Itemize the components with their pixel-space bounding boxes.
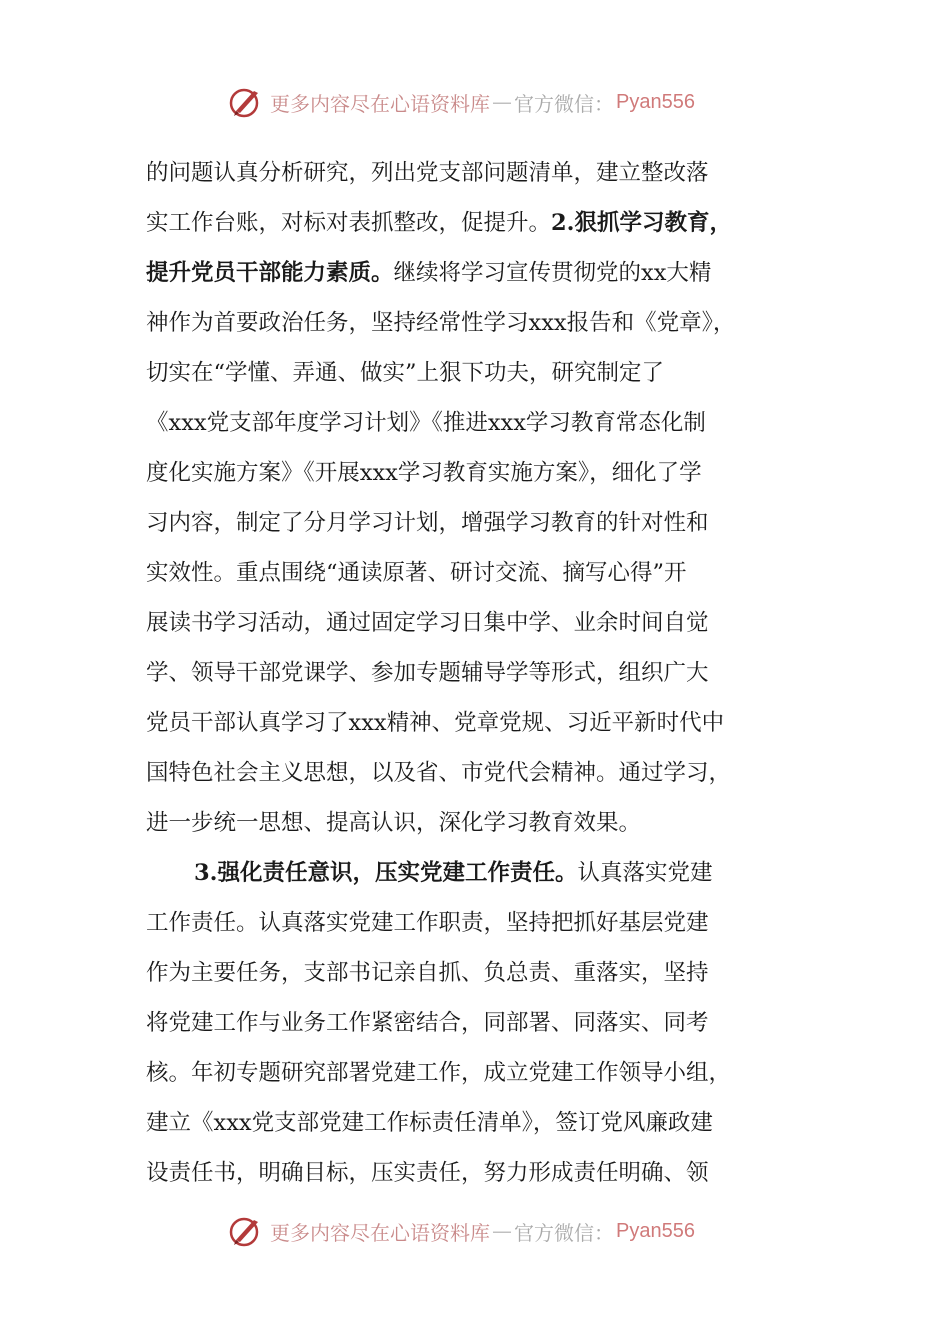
text-line: 切实在“学懂、弄通、做实”上狠下功夫，研究制定了 — [146, 360, 665, 386]
text-line: 度化实施方案》《开展xxx学习教育实施方案》，细化了学 — [146, 460, 702, 486]
banner-wechat-label: 官方微信： — [514, 1220, 614, 1245]
text-line: 设责任书，明确目标，压实责任，努力形成责任明确、领 — [146, 1160, 709, 1186]
text-line: 习内容，制定了分月学习计划，增强学习教育的针对性和 — [146, 510, 709, 536]
text-line: 核。年初专题研究部署党建工作，成立党建工作领导小组， — [146, 1060, 732, 1086]
text-line: 的问题认真分析研究，列出党支部问题清单，建立整改落 — [146, 160, 709, 186]
document-body — [146, 148, 826, 1198]
header-watermark — [228, 82, 695, 122]
banner-brand-text: 更多内容尽在心语资料库 — [270, 91, 490, 116]
banner-wechat-label: 官方微信： — [514, 91, 614, 116]
banner-wechat-id: Pyan556 — [616, 90, 695, 113]
banner-brand-text: 更多内容尽在心语资料库 — [270, 1220, 490, 1245]
pen-logo-icon — [228, 85, 262, 119]
text-line: 展读书学习活动，通过固定学习日集中学、业余时间自觉 — [146, 610, 709, 636]
text-line: 提升党员干部能力素质。继续将学习宣传贯彻党的xx大精 — [146, 260, 712, 286]
text-line: 3.强化责任意识，压实党建工作责任。认真落实党建 — [194, 860, 713, 886]
text-line: 进一步统一思想、提高认识，深化学习教育效果。 — [146, 810, 642, 836]
text-line: 实效性。重点围绕“通读原著、研讨交流、摘写心得”开 — [146, 560, 687, 586]
text-line: 将党建工作与业务工作紧密结合，同部署、同落实、同考 — [146, 1010, 709, 1036]
bold-heading: 3.强化责任意识，压实党建工作责任。 — [194, 860, 578, 886]
banner-dash: — — [492, 1219, 512, 1243]
text-line: 学、领导干部党课学、参加专题辅导学等形式，组织广大 — [146, 660, 709, 686]
text-line: 工作责任。认真落实党建工作职责，坚持把抓好基层党建 — [146, 910, 709, 936]
text-line: 《xxx党支部年度学习计划》《推进xxx学习教育常态化制 — [146, 410, 706, 436]
pen-logo-icon — [228, 1214, 262, 1248]
text-line: 党员干部认真学习了xxx精神、党章党规、习近平新时代中 — [146, 710, 725, 736]
text-line: 国特色社会主义思想，以及省、市党代会精神。通过学习， — [146, 760, 732, 786]
text-line: 神作为首要政治任务，坚持经常性学习xxx报告和《党章》， — [146, 310, 736, 336]
footer-watermark — [228, 1211, 695, 1251]
banner-dash: — — [492, 90, 512, 114]
text-line: 建立《xxx党支部党建工作标责任清单》，签订党风廉政建 — [146, 1110, 713, 1136]
bold-heading: 2.狠抓学习教育， — [551, 210, 733, 236]
text-line: 实工作台账，对标对表抓整改，促提升。2.狠抓学习教育， — [146, 210, 733, 236]
text-line: 作为主要任务，支部书记亲自抓、负总责、重落实，坚持 — [146, 960, 709, 986]
bold-heading: 提升党员干部能力素质。 — [146, 260, 394, 286]
banner-wechat-id: Pyan556 — [616, 1219, 695, 1242]
